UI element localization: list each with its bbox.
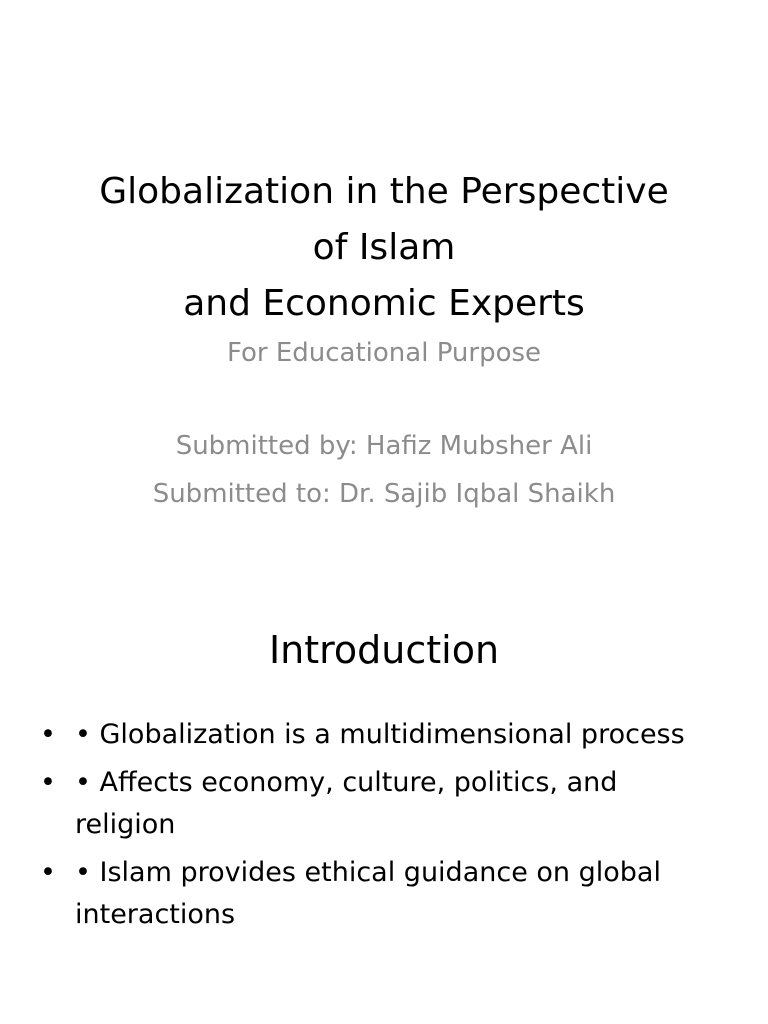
bullet-text: • Globalization is a multidimensional process (75, 719, 685, 750)
bullet-icon: • (40, 719, 56, 750)
introduction-slide (0, 576, 768, 1024)
subtitle-block (40, 332, 728, 518)
title-line: and Economic Experts (183, 283, 585, 324)
bullet-text: • Affects economy, culture, politics, and religion (75, 767, 618, 840)
purpose-text: For Educational Purpose (226, 338, 542, 368)
list-item (40, 762, 720, 846)
submitted-by-text: Submitted by: Hafiz Mubsher Ali (175, 431, 593, 461)
bullet-icon: • (40, 857, 56, 888)
bullet-icon: • (40, 767, 56, 798)
title-line: Globalization in the Perspective (99, 171, 669, 212)
list-item (40, 714, 720, 756)
submitted-to-text: Submitted to: Dr. Sajib Iqbal Shaikh (152, 479, 616, 509)
bullet-text: • Islam provides ethical guidance on global interactions (75, 857, 661, 930)
title-line: of Islam (312, 227, 456, 268)
presentation-title (40, 164, 728, 332)
subtitle-spacer (40, 374, 728, 422)
list-item (40, 852, 720, 936)
bullet-list (40, 714, 720, 942)
slide-heading: Introduction (268, 628, 500, 672)
